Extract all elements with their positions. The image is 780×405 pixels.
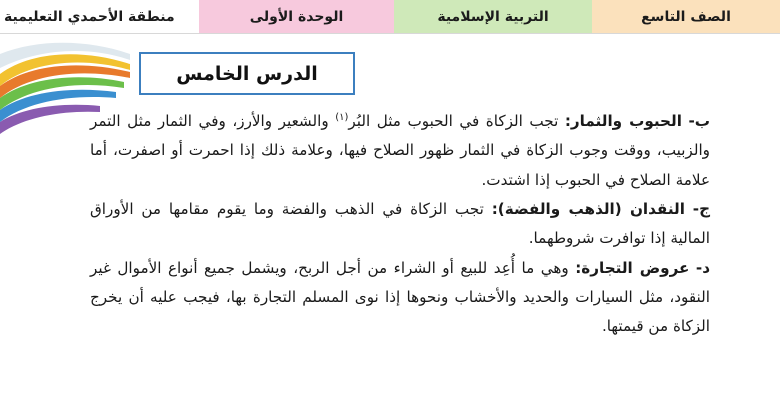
item-text: تجب الزكاة في الذهب والفضة وما يقوم مقامها من الأوراق المالية إذا توافرت شروطهما. xyxy=(90,199,710,248)
item-heading: عروض التجارة: xyxy=(575,258,690,277)
item-marker: د- xyxy=(695,258,711,277)
item-text: وهي ما أُعِد للبيع أو الشراء من أجل الربح، ويشمل جميع أنواع الأموال غير النقود، مثل السيارات والحديد والأخشاب ونحوها إذا نوى المسلم التجارة بها، فيجب عليه أن يخرج الزكاة من قيمتها. xyxy=(90,258,710,336)
item-heading: النقدان (الذهب والفضة): xyxy=(491,199,685,218)
page-header xyxy=(0,0,780,34)
item-text: والشعير والأرز، وفي الثمار مثل التمر والزبيب، ووقت وجوب الزكاة في الثمار ظهور الصلاح فيها، وعلامة ذلك إذا احمرت أو اصفرت، أما علامة الصلاح في الحبوب إذا اشتدت. xyxy=(90,112,710,189)
lesson-title-box xyxy=(139,52,355,95)
header-grade: الصف التاسع xyxy=(592,0,780,34)
item-marker: ج- xyxy=(692,199,711,218)
footnote-marker: (١) xyxy=(335,112,349,123)
lesson-title: الدرس الخامس xyxy=(176,62,318,85)
list-item xyxy=(90,195,710,254)
lesson-content xyxy=(90,103,710,341)
header-subject: التربية الإسلامية xyxy=(394,0,592,34)
item-text: تجب الزكاة في الحبوب مثل البُر xyxy=(348,112,559,131)
header-region: منطقة الأحمدي التعليمية xyxy=(0,0,199,34)
header-unit: الوحدة الأولى xyxy=(199,0,394,34)
list-item xyxy=(90,254,710,342)
list-item xyxy=(90,103,710,195)
item-heading: الحبوب والثمار: xyxy=(564,112,682,131)
item-marker: ب- xyxy=(688,112,711,131)
